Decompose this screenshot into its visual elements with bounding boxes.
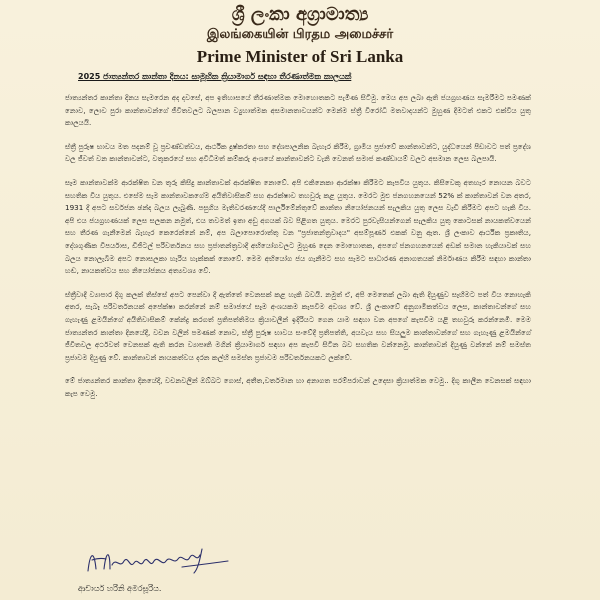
letterhead-sinhala-title: ශ්‍රී ලංකා අග්‍රාමාත්‍ය bbox=[231, 4, 369, 25]
letterhead bbox=[0, 0, 600, 68]
body-paragraph-5: මේ ජාත්‍යන්තර කාන්තා දිනයේදී, වචනවලින් ඔබ්බට ගොස්, අතීත,වර්තමාන හා අනාගත පරම්පරාවන් උදෙසා ක්‍රියාත්මක වෙමු.. දිගු කාලීන වෙනසක් සඳහා කැප වෙමු. bbox=[65, 376, 531, 398]
body-paragraph-2: ස්ත්‍රී පුරුෂ භාවය මත පදනම් වූ ප්‍රචණ්ඩත්වය, ආර්ථික දුෂ්කරතා සහ දේශපාලනික බැහැර කිරීම, ග්‍රාමීය ප්‍රජාවේ කාන්තාවන්ට, යුද්ධයෙන් පීඩාවට පත් ප්‍රදේශ වල ජීවත් වන කාන්තාවන්ට, වතුකරයේ සහ අවිධිමත් කම්කරු අංශයේ කාන්තාවන්ට වැනි වෙනත් සමාජ කණ්ඩායම් වලට අසමාන ලෙස බලපායි. bbox=[65, 141, 531, 164]
letter-body bbox=[65, 92, 531, 411]
letter-subject: 2025 ජාත්‍යන්තර කාන්තා දිනය: සාමූහික ක්‍රියාමාර්ග සඳහා තීරණාත්මක කාලයක් bbox=[78, 72, 352, 81]
body-paragraph-1: ජාත්‍යන්තර කාන්තා දිනය සැමරෙන අද දවසේ, අප ඉතිහාසයේ තීරණාත්මක මොහොතකට පැමිණ සිටිමු. මෙය අප ලබා ඇති ජයග්‍රහණය සැමරීමට පමණක් නොව, ලොව පුරා කාන්තාවන්ගේ ජීවිතවලට බලපාන ව්‍යුහාත්මක අසමානතාවයන්ට මෙන්ම ස්ත්‍රී විරෝධී මතවාදයන්ට මුහුණ දීමටත් එකට එක්විය යුතු කාලයයි. bbox=[65, 93, 531, 128]
handwritten-signature bbox=[82, 543, 232, 577]
signer-name: ආචාර්ය හරිනි අමරසූරිය. bbox=[78, 584, 162, 593]
letterhead-tamil-title: இலங்கையின் பிரதம அமைச்சர் bbox=[206, 27, 394, 42]
body-paragraph-3: සෑම කාන්තාවක්ම ආරක්ෂිත වන තුරු කිසිදු කාන්තාවක් ආරක්ෂිත නොවේ. අපි එකිනෙකා ආරක්ෂා කිරීමට කැපවිය යුතුය. කිසිවෙකු අතහැර නොයන බවට සහතික විය යුතුය. එසේම සැම කාන්තාවකගේම අයිතිවාසිකම් සහ ආරක්ෂාව තහවුරු කළ යුතුය. මෙරට මුළු ජනගහනයෙන් 52% ක් කාන්තාවන් වන අතර, 1931 දී අපට සර්වජන ඡන්ද බලය ලැබුණි. පසුගිය මැතිවරණයේදී පාර්ලිමේන්තුවේ කාන්තා නියෝජනයන් සැලකිය යුතු ලෙස වැඩි කිරීමට අපට හැකි විය. අපි එය ජයග්‍රහණයක් ලෙස සලකන නමුත්, එය තවමත් ඉතා අඩු අගයක් බව පිළිගත යුතුය. මෙරට පුරවැසියන්ගෙන් සැලකිය යුතු කොටසක් නායකත්වයෙන් සහ තීරණ ගැනීමෙන් බැහැර කෙරෙන්නේ නම්, අප බලාපොරොත්තු වන "ප්‍රජාතන්ත්‍රවාදය" අසම්පූර්ණ එකක් වනු ඇත. ශ්‍රී ලංකාව ආර්ථික ප්‍රකෘතිය, දේශගුණික විපර්යාස, ඩිජිටල් පරිවර්තනය සහ ප්‍රජාතන්ත්‍රවාදී අභියෝගවලට මුහුණ දෙන මොහොතක, අපගේ ජනගහනයෙන් අඩක් සමාන හැකියාවක් සහ බලය නොලැබීම අපට නොසලකා හැරිය හැක්කක් නොවේ. මෙම අභියෝග ජය ගැනීමට සහ සැමට සාධාරණ අනාගතයක් නිර්මාණය කිරීම සඳහා කාන්තා හඬ, නායකත්වය සහ නියෝජනය අත්‍යවශ්‍ය වේ. bbox=[65, 177, 531, 276]
body-paragraph-4: ස්ත්‍රීවාදී ව්‍යාපාර දිගු කලක් තිස්සේ අපට පෙන්වා දී ඇත්තේ වෙනසක් කළ හැකි බවයි. නමුත් ඒ, අපි මෙතෙක් ලබා ඇති දියුණුව සෑහීමට පත් විය නොහැකි අතර, සැබෑ පරිවර්තනයක් අපේක්ෂා කරන්නේ නම් සමාජයේ සෑම අංශයකම කැපවීම අවශ්‍ය වේ. ශ්‍රී ලංකාවේ අනුගාමිකත්වය ලෙස, කාන්තාවන්ගේ සහ ගැහැණු ළමයින්ගේ අයිතිවාසිකම් කේන්ද්‍ර කරගත් ප්‍රතිපත්තිමය ක්‍රියාවලීන් ඉදිරියට ගෙන යාම සඳහා වන අපගේ කැපවීම යළි තහවුරු කරන්නෙමි. මෙම ජාත්‍යන්තර කාන්තා දිනයේදී, වචන වලින් පමණක් නොව, ස්ත්‍රී පුරුෂ භාවය සංවේදී ප්‍රතිපත්ති, අයවැය සහ සියලුම කාන්තාවන්ගේ සහ ගැහැණු ළමයින්ගේ ජීවිතවල අර්ථවත් වෙනසක් ඇති කරන ව්‍යාපෘති මගින් ක්‍රියාමාර්ග සඳහා අප කැපවී සිටින බව සහතික වන්නෙමු. කාන්තාවන් දියුණු වන්නේ නම් සමස්ත ප්‍රජාවම දියුණු වේ. කාන්තාවන් නායකත්වය දරන කල්හි සමස්ත ප්‍රජාවම පරිවර්තනයකට ලක්වේ. bbox=[65, 289, 531, 362]
letterhead-english-title: Prime Minister of Sri Lanka bbox=[196, 47, 404, 66]
